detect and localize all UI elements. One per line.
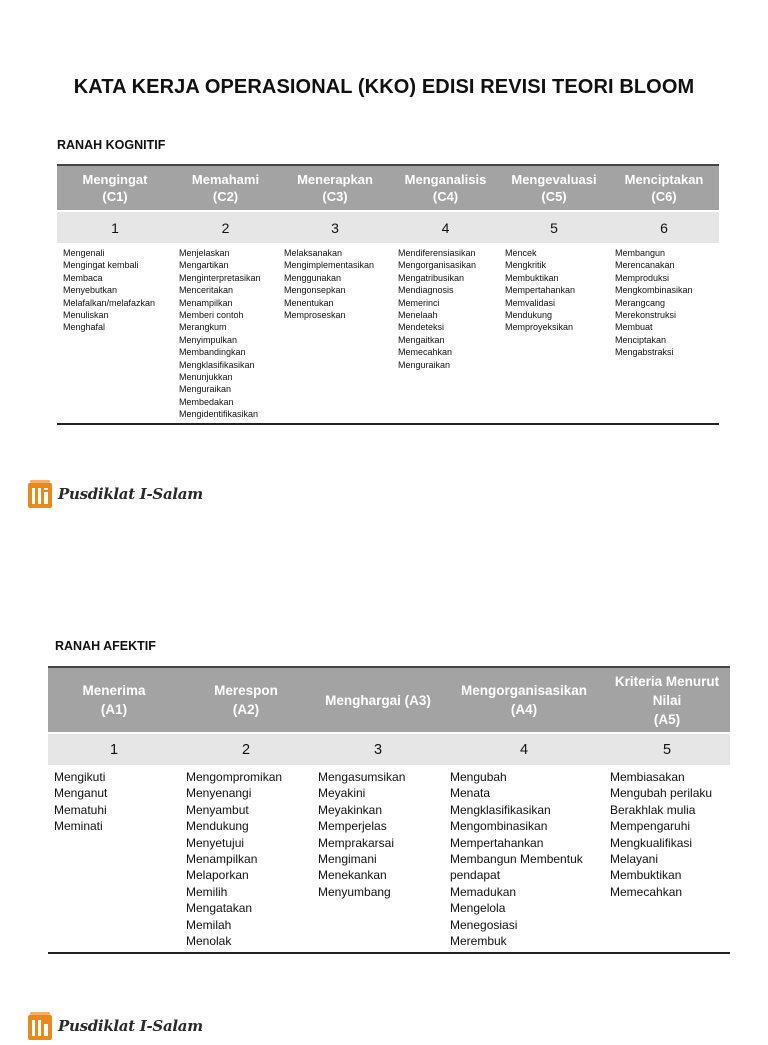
verb-item: Berakhlak mulia	[610, 802, 696, 817]
verb-item: Merangcang	[615, 297, 666, 308]
verb-item: Mengidentifikasikan	[179, 409, 259, 420]
verb-item: Memprakarsai	[318, 835, 395, 850]
verb-item: Melafalkan/melafazkan	[63, 297, 156, 308]
verb-item: Membandingkan	[179, 347, 246, 358]
verb-item: Menyenangi	[186, 786, 252, 801]
verb-item: Mempengaruhi	[610, 819, 691, 834]
afektif-header-a2: Merespon (A2)	[180, 667, 312, 733]
verb-item: Membangun Membentuk	[450, 852, 583, 867]
verb-item: Mengelola	[450, 901, 506, 916]
verb-item: Memproyeksikan	[505, 322, 574, 333]
afektif-number-1: 1	[48, 733, 180, 765]
afektif-header-a4: Mengorganisasikan (A4)	[444, 667, 604, 733]
verb-item: Mengenali	[63, 248, 105, 258]
verb-item: Melayani	[610, 852, 659, 867]
kognitif-header-c1: Mengingat (C1)	[57, 165, 173, 211]
verb-item: Menjelaskan	[179, 248, 230, 258]
kognitif-number-6: 6	[609, 211, 719, 243]
verb-item: Mengikuti	[54, 770, 106, 784]
verb-item: Memilah	[186, 917, 232, 932]
kognitif-header-c5: Mengevaluasi (C5)	[499, 165, 609, 211]
verb-item: Merembuk	[450, 934, 507, 949]
section-label-kognitif: RANAH KOGNITIF	[57, 138, 166, 152]
verb-item: Menegosiasi	[450, 917, 518, 932]
verb-item: Mengubah	[450, 770, 507, 784]
verb-item: Mengimani	[318, 852, 377, 867]
verb-item: Mengklasifikasikan	[450, 802, 551, 817]
verb-item: Menciptakan	[615, 334, 667, 345]
verb-item: Membaca	[63, 272, 103, 283]
verb-item: Memilih	[186, 884, 228, 899]
verb-item: Membangun	[615, 248, 666, 258]
verb-item: Menata	[450, 786, 491, 801]
verb-item: Membuktikan	[505, 272, 559, 283]
verb-item: Membedakan	[179, 396, 234, 407]
verb-item: Menginterpretasikan	[179, 272, 261, 283]
verb-item: Mengartikan	[179, 260, 229, 271]
verb-item: Mengklasifikasikan	[179, 359, 255, 370]
verb-item: Mengubah perilaku	[610, 786, 713, 801]
logo-mark-icon-bottom	[28, 1012, 52, 1040]
page-title: KATA KERJA OPERASIONAL (KKO) EDISI REVISI TEORI BLOOM	[73, 76, 695, 98]
afektif-number-3: 3	[312, 733, 444, 765]
verb-item: Meyakini	[318, 786, 366, 801]
verb-item: Merekonstruksi	[615, 310, 677, 321]
verb-item: Memperjelas	[318, 819, 387, 834]
kognitif-header-c2: Memahami (C2)	[173, 165, 278, 211]
logo-bottom	[28, 1012, 203, 1040]
verb-item: Menyetujui	[186, 835, 245, 850]
afektif-number-4: 4	[444, 733, 604, 765]
verb-item: Menganut	[54, 786, 108, 801]
afektif-table	[48, 666, 730, 954]
verb-item: Mengingat kembali	[63, 260, 139, 271]
afektif-header-a5: Kriteria Menurut Nilai (A5)	[604, 667, 730, 733]
verb-item: Menyumbang	[318, 884, 391, 899]
verb-item: Menolak	[186, 934, 232, 949]
kognitif-table	[57, 164, 719, 425]
kognitif-number-3: 3	[278, 211, 392, 243]
verb-item: Mengasumsikan	[318, 770, 406, 784]
verb-item: Menyebutkan	[63, 285, 118, 296]
verb-item: Menghafal	[63, 322, 106, 333]
verb-item: Mengabstraksi	[615, 347, 674, 358]
verb-item: Mendiferensiasikan	[398, 248, 476, 258]
verb-item: Membuktikan	[610, 868, 682, 883]
verb-item: Mendukung	[505, 310, 553, 321]
verb-item: Mengombinasikan	[450, 819, 548, 834]
kognitif-number-4: 4	[392, 211, 499, 243]
logo-mark-icon	[28, 480, 52, 508]
verb-item: Mengkritik	[505, 260, 547, 271]
verb-item: Mendukung	[186, 819, 249, 834]
afektif-number-5: 5	[604, 733, 730, 765]
afektif-header-a3: Menghargai (A3)	[312, 667, 444, 733]
verb-item: Mempertahankan	[450, 835, 544, 850]
verb-item: pendapat	[450, 868, 501, 883]
afektif-verbs-a3	[312, 765, 444, 953]
kognitif-verbs-c6	[609, 243, 719, 424]
verb-item: Mendeteksi	[398, 322, 445, 333]
afektif-header-a1: Menerima (A1)	[48, 667, 180, 733]
verb-item: Memberi contoh	[179, 310, 244, 321]
verb-item: Meminati	[54, 819, 103, 834]
verb-item: Memerinci	[398, 297, 440, 308]
verb-item: Menunjukkan	[179, 372, 233, 383]
afektif-number-2: 2	[180, 733, 312, 765]
verb-item: Menuliskan	[63, 310, 109, 321]
afektif-verbs-a4	[444, 765, 604, 953]
kognitif-verbs-c3	[278, 243, 392, 424]
verb-item: Menampilkan	[179, 297, 233, 308]
verb-item: Mengorganisasikan	[398, 260, 477, 271]
afektif-verbs-a2	[180, 765, 312, 953]
verb-item: Mematuhi	[54, 802, 107, 817]
verb-item: Mengatribusikan	[398, 272, 465, 283]
verb-item: Mengkombinasikan	[615, 285, 693, 296]
verb-item: Melaksanakan	[284, 248, 343, 258]
verb-item: Menekankan	[318, 868, 387, 883]
kognitif-number-1: 1	[57, 211, 173, 243]
verb-item: Mempertahankan	[505, 285, 576, 296]
verb-item: Menyambut	[186, 802, 249, 817]
verb-item: Menguraikan	[179, 384, 232, 395]
verb-item: Menceritakan	[179, 285, 234, 296]
verb-item: Memproseskan	[284, 310, 346, 321]
verb-item: Mengompromikan	[186, 770, 283, 784]
verb-item: Meyakinkan	[318, 802, 383, 817]
verb-item: Mencek	[505, 248, 537, 258]
kognitif-verbs-c1	[57, 243, 173, 424]
kognitif-number-2: 2	[173, 211, 278, 243]
afektif-verbs-a1	[48, 765, 180, 953]
verb-item: Mengaitkan	[398, 334, 445, 345]
logo-text-bottom: Pusdiklat I-Salam	[58, 1017, 203, 1035]
logo	[28, 480, 203, 508]
verb-item: Membiasakan	[610, 770, 685, 784]
verb-item: Memproduksi	[615, 272, 670, 283]
logo-text: Pusdiklat I-Salam	[58, 485, 203, 503]
kognitif-number-5: 5	[499, 211, 609, 243]
verb-item: Memecahkan	[398, 347, 453, 358]
verb-item: Membuat	[615, 322, 653, 333]
kognitif-header-c6: Menciptakan (C6)	[609, 165, 719, 211]
verb-item: Mengkualifikasi	[610, 835, 693, 850]
section-label-afektif: RANAH AFEKTIF	[55, 639, 156, 653]
verb-item: Mendiagnosis	[398, 285, 454, 296]
kognitif-header-c3: Menerapkan (C3)	[278, 165, 392, 211]
afektif-verbs-a5	[604, 765, 730, 953]
verb-item: Memvalidasi	[505, 297, 556, 308]
verb-item: Menelaah	[398, 310, 438, 321]
verb-item: Menguraikan	[398, 359, 451, 370]
verb-item: Menggunakan	[284, 272, 342, 283]
verb-item: Merangkum	[179, 322, 227, 333]
verb-item: Menampilkan	[186, 852, 258, 867]
verb-item: Menentukan	[284, 297, 334, 308]
verb-item: Melaporkan	[186, 868, 249, 883]
verb-item: Memecahkan	[610, 884, 683, 899]
verb-item: Mengonsepkan	[284, 285, 346, 296]
verb-item: Memadukan	[450, 884, 517, 899]
kognitif-verbs-c2	[173, 243, 278, 424]
verb-item: Mengatakan	[186, 901, 253, 916]
verb-item: Merencanakan	[615, 260, 675, 271]
kognitif-header-c4: Menganalisis (C4)	[392, 165, 499, 211]
verb-item: Mengimplementasikan	[284, 260, 375, 271]
verb-item: Menyimpulkan	[179, 334, 238, 345]
kognitif-verbs-c4	[392, 243, 499, 424]
kognitif-verbs-c5	[499, 243, 609, 424]
